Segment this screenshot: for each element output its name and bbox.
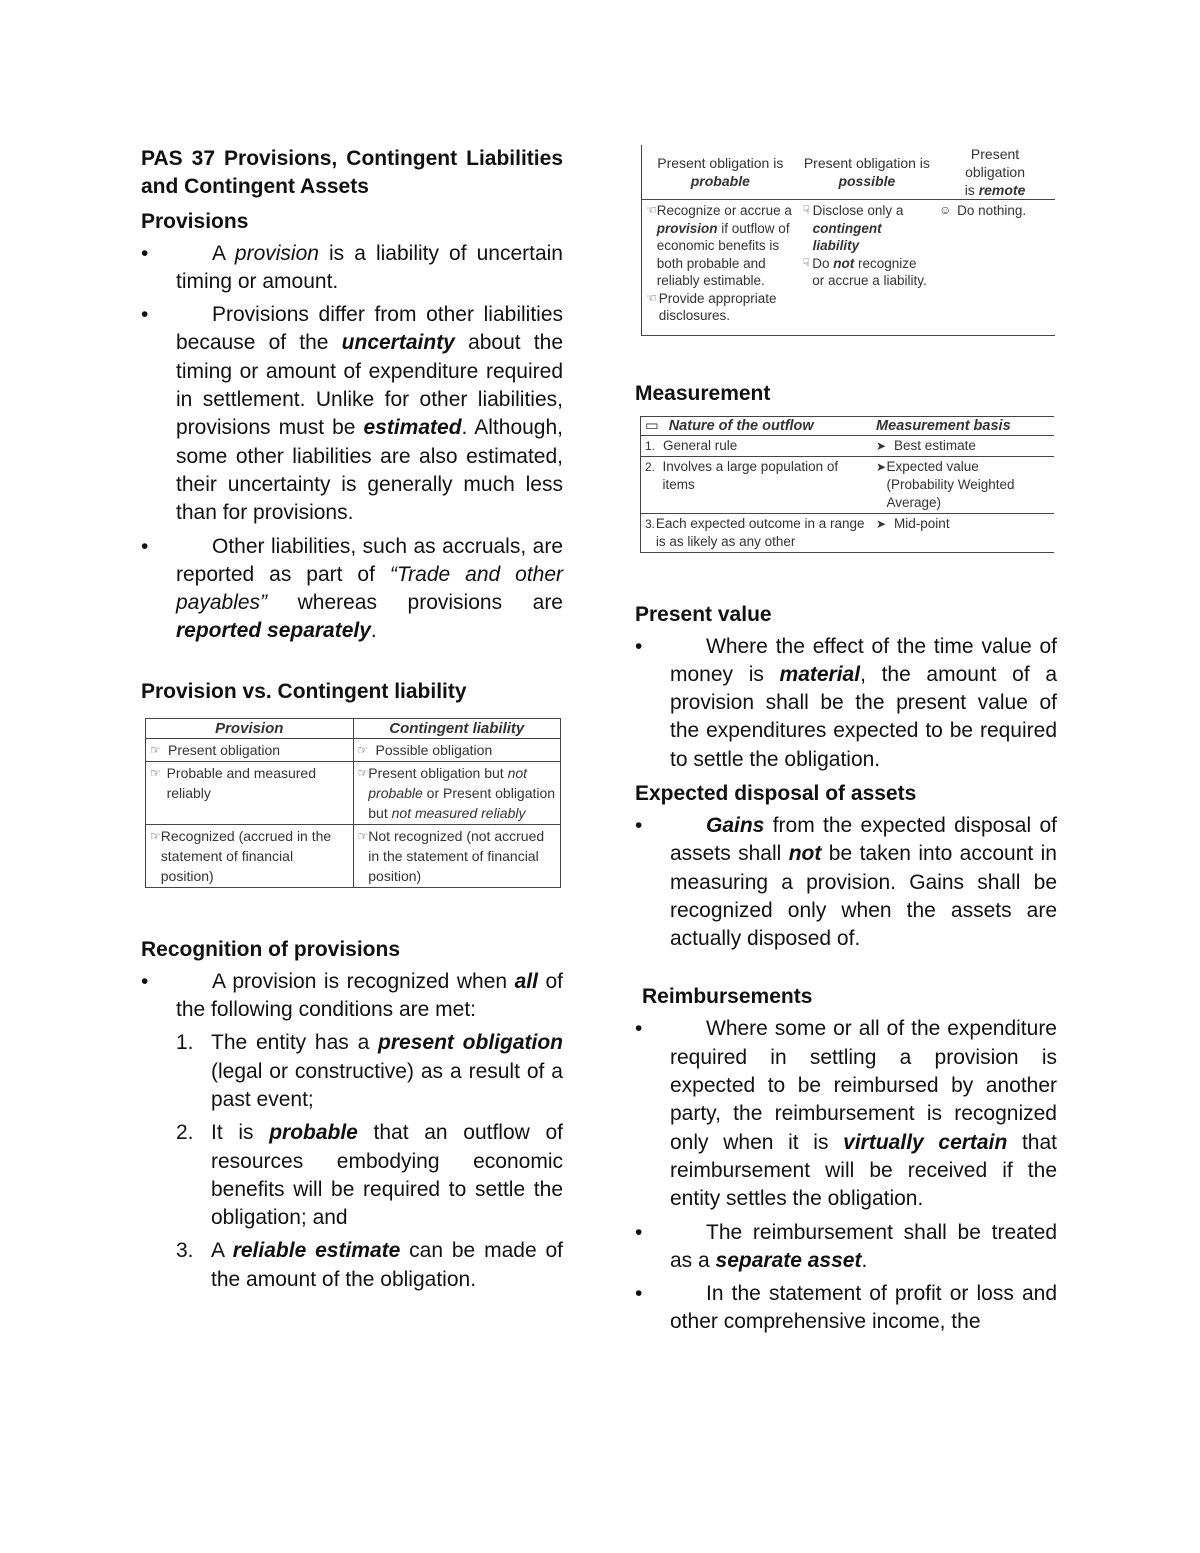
item-number: 3. — [645, 516, 656, 531]
table-header — [799, 145, 935, 200]
cell — [657, 202, 795, 290]
text: not — [833, 255, 855, 271]
list-item — [635, 1219, 1057, 1276]
table-row — [146, 738, 561, 761]
text: provision — [656, 220, 718, 236]
table-row — [146, 824, 561, 887]
numbered-item — [141, 1119, 563, 1232]
disposal-heading: Expected disposal of assets — [635, 781, 917, 805]
text: if outflow of economic benefits is both probable and reliably estimable. — [656, 220, 790, 288]
table-header: Provision — [146, 718, 354, 738]
text: be taken into account in measuring a provision. Gains shall be recognized only when the assets are actually disposed of. — [670, 842, 1057, 951]
bullet: • — [141, 241, 149, 265]
text: not — [788, 842, 822, 866]
text: reliable estimate — [232, 1239, 401, 1263]
item-number: 2. — [176, 1121, 194, 1145]
smile-icon: ☺ — [939, 203, 952, 217]
cell: Each expected outcome in a range is as likely as any other — [655, 515, 865, 549]
text: Where some or all of the expenditure required in settling a provision is expected to be reimbursed by another party, the reimbursement is recognized only when it is — [670, 1017, 1057, 1154]
table-header — [642, 145, 799, 200]
reimbursements-heading: Reimbursements — [642, 985, 813, 1009]
cell — [812, 255, 931, 290]
table-row — [641, 435, 1055, 456]
text: , the amount of a provision shall be the present value of the expenditures expected to be required to settle the obligation. — [670, 662, 1057, 771]
text: . — [861, 1248, 868, 1272]
item-number: 1. — [645, 438, 656, 453]
text: probable — [269, 1121, 358, 1145]
bullet: • — [141, 534, 149, 558]
text: possible — [838, 173, 896, 189]
bullet: • — [635, 813, 643, 837]
text: about the timing or amount of expenditure required in settlement. Unlike for other liabilities, provisions must be — [176, 331, 563, 440]
table-row — [641, 513, 1055, 552]
cell: Present obligation — [168, 741, 281, 758]
text: whereas provisions are — [267, 591, 563, 615]
text: is — [964, 182, 979, 198]
numbered-item — [141, 1029, 563, 1114]
table-header: Measurement basis — [872, 416, 1054, 435]
text: Nature of the outflow — [668, 417, 814, 434]
text: Present obligation is — [657, 155, 784, 171]
list-item — [635, 1015, 1057, 1213]
text: or Present obligation but — [368, 784, 556, 821]
cell: Involves a large population of items — [662, 458, 839, 492]
book-icon: ▭ — [645, 417, 659, 434]
left-column — [141, 145, 563, 1299]
pointing-hand-icon: ☞ — [150, 828, 161, 843]
text: Where the effect of the time value of money is — [670, 634, 1057, 686]
present-value-heading: Present value — [635, 602, 772, 626]
bullet: • — [141, 969, 149, 993]
arrow-icon: ➤ — [876, 516, 887, 531]
vs-heading: Provision vs. Contingent liability — [141, 679, 467, 703]
text: The entity has a — [211, 1031, 379, 1055]
bullet: • — [635, 1017, 643, 1041]
text: Gains — [706, 813, 765, 837]
text: “Trade and other payables” — [176, 562, 564, 615]
text: probable — [690, 173, 750, 189]
list-item — [635, 633, 1057, 774]
arrow-icon: ➤ — [876, 459, 887, 474]
table-row — [642, 200, 1056, 336]
text: Provisions differ from other liabilities because of the — [176, 303, 563, 355]
item-number: 2. — [645, 459, 656, 474]
text: contingent liability — [812, 220, 882, 253]
text: A — [211, 1239, 233, 1263]
list-item — [141, 968, 563, 1025]
pointing-hand-icon: ☞ — [357, 742, 369, 757]
measurement-heading: Measurement — [635, 381, 771, 405]
text: (legal or constructive) as a result of a past event; — [211, 1059, 563, 1111]
text: Recognize or accrue a — [656, 203, 792, 218]
provisions-heading: Provisions — [141, 209, 249, 233]
thumb-icon: ☟ — [802, 203, 810, 217]
text: all — [514, 969, 538, 993]
text: of the following conditions are met: — [176, 969, 563, 1022]
cell: Do nothing. — [957, 203, 1027, 218]
text: is a liability of uncertain timing or amount. — [176, 241, 563, 293]
list-item — [635, 812, 1057, 953]
text: Disclose only a — [812, 203, 904, 218]
text: The reimbursement shall be treated as a — [670, 1220, 1057, 1272]
pointing-hand-icon: ☞ — [150, 765, 161, 780]
text: that an outflow of resources embodying economic benefits will be required to settle the obligation; and — [211, 1121, 563, 1230]
pointing-hand-icon: ☞ — [150, 742, 161, 757]
text: . — [370, 619, 377, 643]
cell: Probable and measured reliably — [166, 764, 316, 801]
text: not probable — [368, 764, 528, 801]
cell: Mid-point — [894, 515, 950, 531]
cell: General rule — [663, 437, 738, 453]
cell: Best estimate — [894, 437, 976, 453]
bullet: • — [141, 303, 149, 327]
cell: Provide appropriate disclosures. — [658, 290, 777, 323]
table-row — [641, 456, 1055, 513]
text: Other liabilities, such as accruals, are reported as part of — [176, 534, 563, 586]
thumb-icon: ☟ — [802, 255, 810, 270]
arrow-icon: ➤ — [876, 438, 887, 453]
table-row — [146, 761, 561, 824]
right-column — [635, 145, 1057, 1342]
bullet: • — [635, 1282, 643, 1306]
obligation-table — [641, 145, 1055, 336]
cell: Not recognized (not accrued in the statement of financial position) — [368, 827, 545, 884]
cell: Expected value (Probability Weighted Average) — [886, 458, 1015, 510]
text: provision — [234, 241, 319, 265]
hand-icon: ☜ — [646, 290, 657, 305]
text: In the statement of profit or loss and other comprehensive income, the — [670, 1282, 1057, 1334]
table-header — [935, 145, 1055, 200]
text: A — [212, 241, 235, 265]
text: A provision is recognized when — [212, 969, 515, 993]
text: can be made of the amount of the obligation. — [211, 1239, 563, 1291]
cell — [368, 763, 556, 823]
text: Present obligation but — [368, 764, 508, 781]
text: present obligation — [378, 1031, 563, 1055]
text: It is — [211, 1121, 270, 1145]
text: Do — [812, 255, 834, 271]
pointing-hand-icon: ☞ — [357, 765, 369, 780]
list-item — [635, 1280, 1057, 1337]
provision-vs-contingent-table — [145, 718, 561, 888]
numbered-item — [141, 1237, 563, 1294]
text: not measured reliably — [391, 804, 526, 821]
text: Present obligation — [965, 146, 1025, 180]
text: remote — [978, 182, 1026, 198]
list-item — [141, 301, 563, 527]
table-header: Contingent liability — [353, 718, 561, 738]
text: uncertainty — [341, 331, 455, 355]
text: virtually certain — [843, 1130, 1008, 1154]
bullet: • — [635, 1220, 643, 1244]
list-item — [141, 240, 563, 297]
text: reported separately — [176, 619, 371, 643]
hand-icon: ☜ — [646, 203, 657, 217]
table-header — [641, 416, 873, 435]
text: Present obligation is — [803, 155, 930, 171]
text: estimated — [363, 416, 462, 440]
document-title: PAS 37 Provisions, Contingent Liabilities and Contingent Assets — [141, 147, 563, 199]
text: material — [779, 662, 861, 686]
item-number: 1. — [176, 1031, 194, 1055]
text: recognize or accrue a liability. — [812, 255, 927, 288]
measurement-table — [640, 416, 1054, 553]
text: from the expected disposal of assets shall — [670, 813, 1057, 866]
cell — [813, 202, 931, 255]
pointing-hand-icon: ☞ — [357, 828, 369, 843]
text: that reimbursement will be received if the entity settles the obligation. — [670, 1130, 1057, 1211]
list-item — [141, 533, 563, 646]
cell: Recognized (accrued in the statement of financial position) — [160, 827, 332, 884]
recognition-heading: Recognition of provisions — [141, 937, 401, 961]
bullet: • — [635, 634, 643, 658]
text: separate asset — [715, 1248, 862, 1272]
cell: Possible obligation — [375, 741, 493, 758]
text: . Although, some other liabilities are also estimated, their uncertainty is generally much less than for provisions. — [176, 416, 563, 525]
item-number: 3. — [176, 1239, 194, 1263]
